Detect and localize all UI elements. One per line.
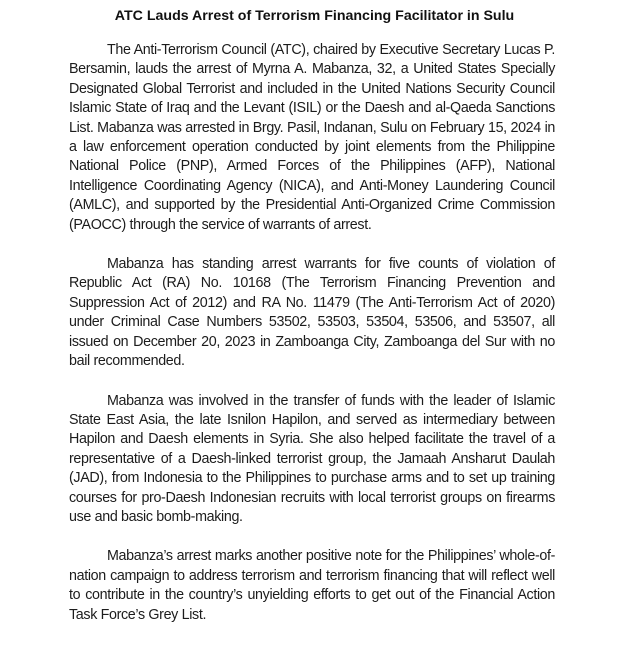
paragraph-4: Mabanza’s arrest marks another positive note for the Philippines’ whole-of-nation campaign to address terrorism and terrorism financing that will reflect well to contribute in the country’s unyielding efforts to get out of the Financial Action Task Force’s Grey List. [69, 548, 555, 623]
paragraph-1: The Anti-Terrorism Council (ATC), chaired by Executive Secretary Lucas P. Bersamin, lauds the arrest of Myrna A. Mabanza, 32, a United States Specially Designated Global Terrorist and included in the United Nations Security Council Islamic State of Iraq and the Levant (ISIL) or the Daesh and al-Qaeda Sanctions List. Mabanza was arrested in Brgy. Pasil, Indanan, Sulu on February 15, 2024 in a law enforcement operation conducted by joint elements from the Philippine National Police (PNP), Armed Forces of the Philippines (AFP), National Intelligence Coordinating Agency (NICA), and Anti-Money Laundering Council (AMLC), and supported by the Presidential Anti-Organized Crime Commission (PAOCC) through the service of warrants of arrest. [69, 42, 555, 233]
document-page [69, 0, 555, 625]
document-title: ATC Lauds Arrest of Terrorism Financing Facilitator in Sulu [114, 8, 515, 24]
paragraph-3: Mabanza was involved in the transfer of funds with the leader of Islamic State East Asia, the late Isnilon Hapilon, and served as intermediary between Hapilon and Daesh elements in Syria. She also helped facilitate the travel of a representative of a Daesh-linked terrorist group, the Jamaah Ansharut Daulah (JAD), from Indonesia to the Philippines to purchase arms and to set up training courses for pro-Daesh Indonesian recruits with local terrorist groups on firearms use and basic bomb-making. [69, 392, 555, 525]
paragraph-2: Mabanza has standing arrest warrants for five counts of violation of Republic Act (RA) No. 10168 (The Terrorism Financing Prevention and Suppression Act of 2012) and RA No. 11479 (The Anti-Terrorism Act of 2020) under Criminal Case Numbers 53502, 53503, 53504, 53506, and 53507, all issued on December 20, 2023 in Zamboanga City, Zamboanga del Sur with no bail recommended. [69, 256, 555, 370]
